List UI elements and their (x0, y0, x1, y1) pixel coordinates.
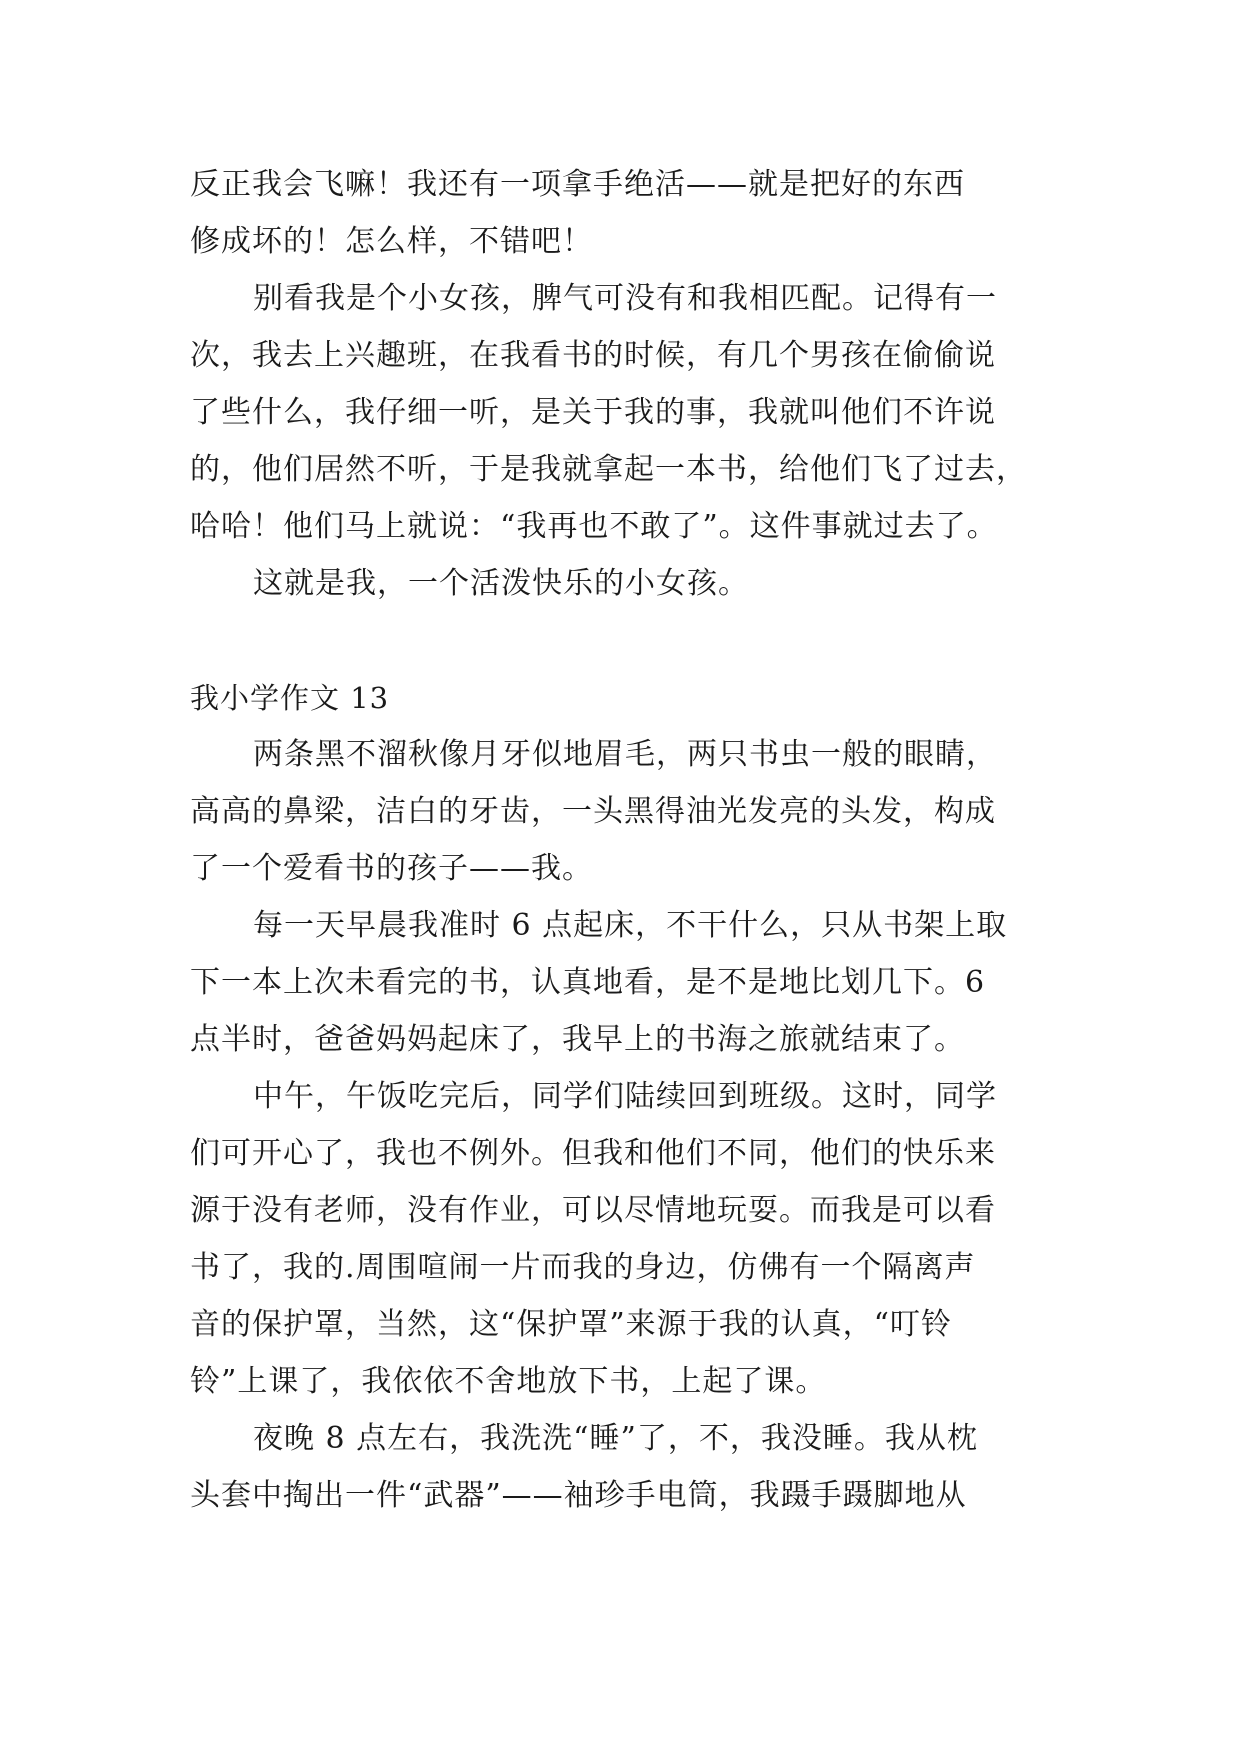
paragraph-first-line: 夜晚 8 点左右，我洗洗“睡”了，不，我没睡。我从枕 (253, 1421, 978, 1456)
text-line: 铃”上课了，我依依不舍地放下书，上起了课。 (190, 1364, 827, 1399)
paragraph-first-line: 这就是我，一个活泼快乐的小女孩。 (253, 566, 749, 601)
text-line: 的，他们居然不听，于是我就拿起一本书，给他们飞了过去， (190, 452, 1027, 487)
text-line: 书了，我的.周围喧闹一片而我的身边，仿佛有一个隔离声 (190, 1250, 976, 1285)
text-line: 次，我去上兴趣班，在我看书的时候，有几个男孩在偷偷说 (190, 338, 996, 373)
text-line: 反正我会飞嘛！我还有一项拿手绝活——就是把好的东西 (190, 167, 965, 202)
text-line: 源于没有老师，没有作业，可以尽情地玩耍。而我是可以看 (190, 1193, 996, 1228)
text-line: 们可开心了，我也不例外。但我和他们不同，他们的快乐来 (190, 1136, 996, 1171)
text-line: 哈哈！他们马上就说：“我再也不敢了”。这件事就过去了。 (190, 509, 998, 544)
text-line: 点半时，爸爸妈妈起床了，我早上的书海之旅就结束了。 (190, 1022, 965, 1057)
paragraph-first-line: 中午，午饭吃完后，同学们陆续回到班级。这时，同学 (253, 1079, 997, 1114)
paragraph-first-line: 别看我是个小女孩，脾气可没有和我相匹配。记得有一 (253, 281, 997, 316)
text-line: 了些什么，我仔细一听，是关于我的事，我就叫他们不许说 (190, 395, 996, 430)
text-line: 高高的鼻梁，洁白的牙齿，一头黑得油光发亮的头发，构成 (190, 794, 996, 829)
paragraph-first-line: 两条黑不溜秋像月牙似地眉毛，两只书虫一般的眼睛， (253, 737, 997, 772)
text-line: 头套中掏出一件“武器”——袖珍手电筒，我蹑手蹑脚地从 (190, 1478, 967, 1513)
essay-title: 我小学作文 13 (190, 681, 390, 715)
text-line: 音的保护罩，当然，这“保护罩”来源于我的认真，“叮铃 (190, 1307, 953, 1342)
paragraph-first-line: 每一天早晨我准时 6 点起床，不干什么，只从书架上取 (253, 908, 1008, 943)
text-line: 了一个爱看书的孩子——我。 (190, 851, 593, 886)
text-line: 下一本上次未看完的书，认真地看，是不是地比划几下。6 (190, 965, 986, 1000)
text-line: 修成坏的！怎么样，不错吧！ (190, 224, 593, 259)
